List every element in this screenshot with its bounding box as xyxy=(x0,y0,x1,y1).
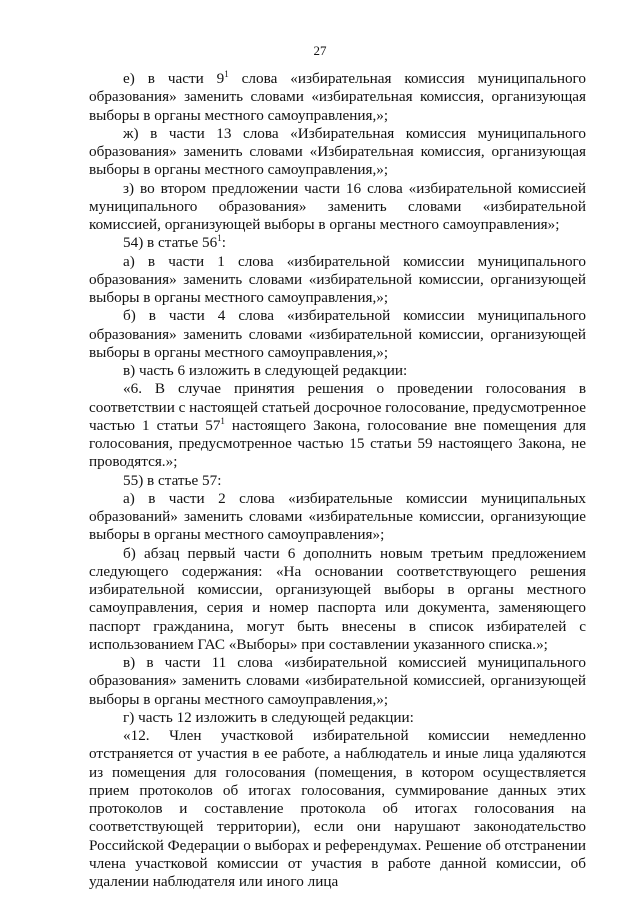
page-number: 27 xyxy=(313,43,327,58)
paragraph-g-part-12: г) часть 12 изложить в следующей редакции: xyxy=(123,708,414,726)
paragraph-v-part-6: в) часть 6 изложить в следующей редакции: xyxy=(123,362,408,379)
paragraph-zh-part-13: ж) в части 13 слова «Избирательная комиссия муниципального образования» заменить словами «Избирательная комиссия, организующая выборы в органы местного самоуправления,»; xyxy=(89,124,586,179)
paragraph-b-part-6: б) абзац первый части 6 дополнить новым третьим предложением следующего содержания: «На основании соответствующего решения избирательной комиссии, организующей выборы в органы местного самоуправления, серия и номер паспорта или документа, заменяющего паспорт гражданина, могут быть внесены в список избирателей с использованием ГАС «Выборы» при составлении указанного списка.»; xyxy=(89,544,586,653)
paragraph-z-part-16: з) во втором предложении части 16 слова «избирательной комиссией муниципального образования» заменить словами «избирательной комиссией, организующей выборы в органы местного самоуправления»; xyxy=(89,179,586,233)
paragraph-quote-12: «12. Член участковой избирательной комиссии немедленно отстраняется от участия в ее работе, а наблюдатель и иные лица удаляются из помещения для голосования (помещения, в котором осуществляется прием протоколов об итогах голосования, суммирование данных этих протоколов и составление протокола об итогах голосования на соответствующей территории), если они нарушают законодательство Российской Федерации о выборах и референдумах. Решение об отстранении члена участковой комиссии от участия в работе данной комиссии, об удалении наблюдателя или иного лица xyxy=(89,727,586,890)
paragraph-55-article-57: 55) в статье 57: xyxy=(123,471,222,489)
paragraph-b-part-4: б) в части 4 слова «избирательной комиссии муниципального образования» заменить словами «избирательной комиссии, организующей выборы в органы местного самоуправления,»; xyxy=(89,307,586,361)
paragraph-54-article-56-1: 54) в статье $56^1$: xyxy=(123,233,226,252)
paragraph-a-part-1: а) в части 1 слова «избирательной комиссии муниципального образования» заменить словами «избирательной комиссии, организующей выборы в органы местного самоуправления,»; xyxy=(89,252,586,306)
paragraph-a-part-2: а) в части 2 слова «избирательные комиссии муниципальных образований» заменить словами «избирательные комиссии, организующие выборы в органы местного самоуправления»; xyxy=(89,489,586,544)
document-body xyxy=(89,70,586,891)
paragraph-e-part-9: е) в части $9^1$ слова «избирательная комиссия муниципального образования» заменить словами «избирательная комиссия, организующая выборы в органы местного самоуправления,»; xyxy=(89,68,586,124)
paragraph-v-part-11: в) в части 11 слова «избирательной комиссией муниципального образования» заменить словами «избирательной комиссией, организующей выборы в органы местного самоуправления,»; xyxy=(89,654,586,708)
paragraph-quote-6: «6. В случае принятия решения о проведении голосования в соответствии с настоящей статьей досрочное голосование, предусмотренное частью 1 статьи $57^1$ настоящего Закона, голосование вне помещения для голосования, предусмотренное частью 15 статьи 59 настоящего Закона, не проводятся.»; xyxy=(89,380,586,471)
